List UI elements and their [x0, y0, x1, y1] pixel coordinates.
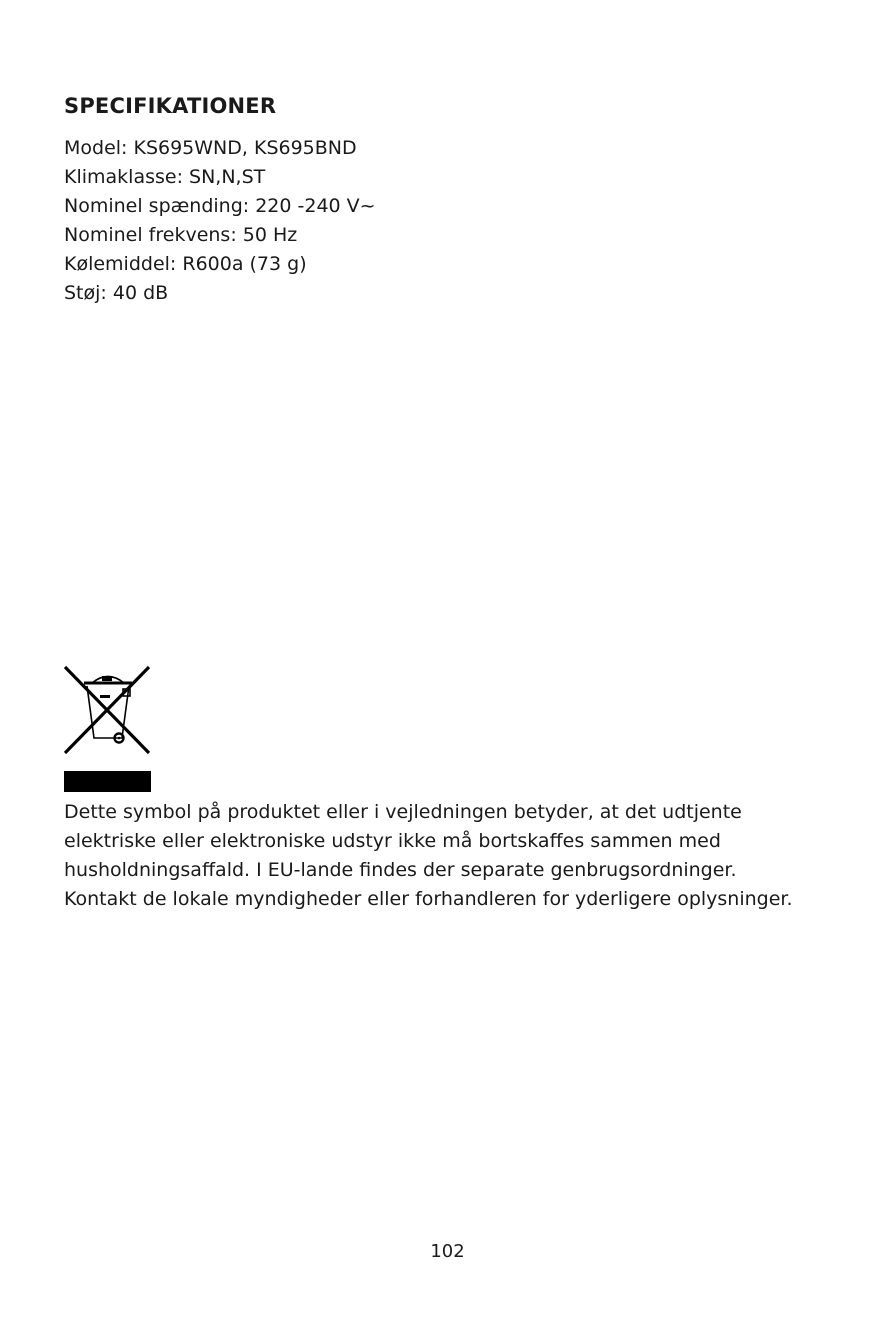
spec-voltage: Nominel spænding: 220 -240 V~ [64, 195, 376, 217]
spec-noise: Støj: 40 dB [64, 282, 169, 304]
spec-refrigerant: Kølemiddel: R600a (73 g) [64, 253, 307, 275]
spec-frequency: Nominel frekvens: 50 Hz [64, 224, 298, 246]
page-number: 102 [430, 1241, 465, 1262]
spec-climate-class: Klimaklasse: SN,N,ST [64, 166, 266, 188]
disposal-line: husholdningsaffald. I EU-lande findes der separate genbrugsordninger. [64, 859, 737, 881]
weee-bar [64, 771, 151, 792]
crossed-out-wheelie-bin-icon [62, 664, 152, 756]
disposal-line: Kontakt de lokale myndigheder eller forhandleren for yderligere oplysninger. [64, 888, 793, 910]
spec-model: Model: KS695WND, KS695BND [64, 137, 357, 159]
disposal-notice [64, 798, 854, 914]
specifications-heading: SPECIFIKATIONER [64, 94, 277, 118]
specifications-list [64, 134, 376, 308]
disposal-line: Dette symbol på produktet eller i vejledningen betyder, at det udtjente [64, 801, 742, 823]
disposal-line: elektriske eller elektroniske udstyr ikke må bortskaffes sammen med [64, 830, 721, 852]
